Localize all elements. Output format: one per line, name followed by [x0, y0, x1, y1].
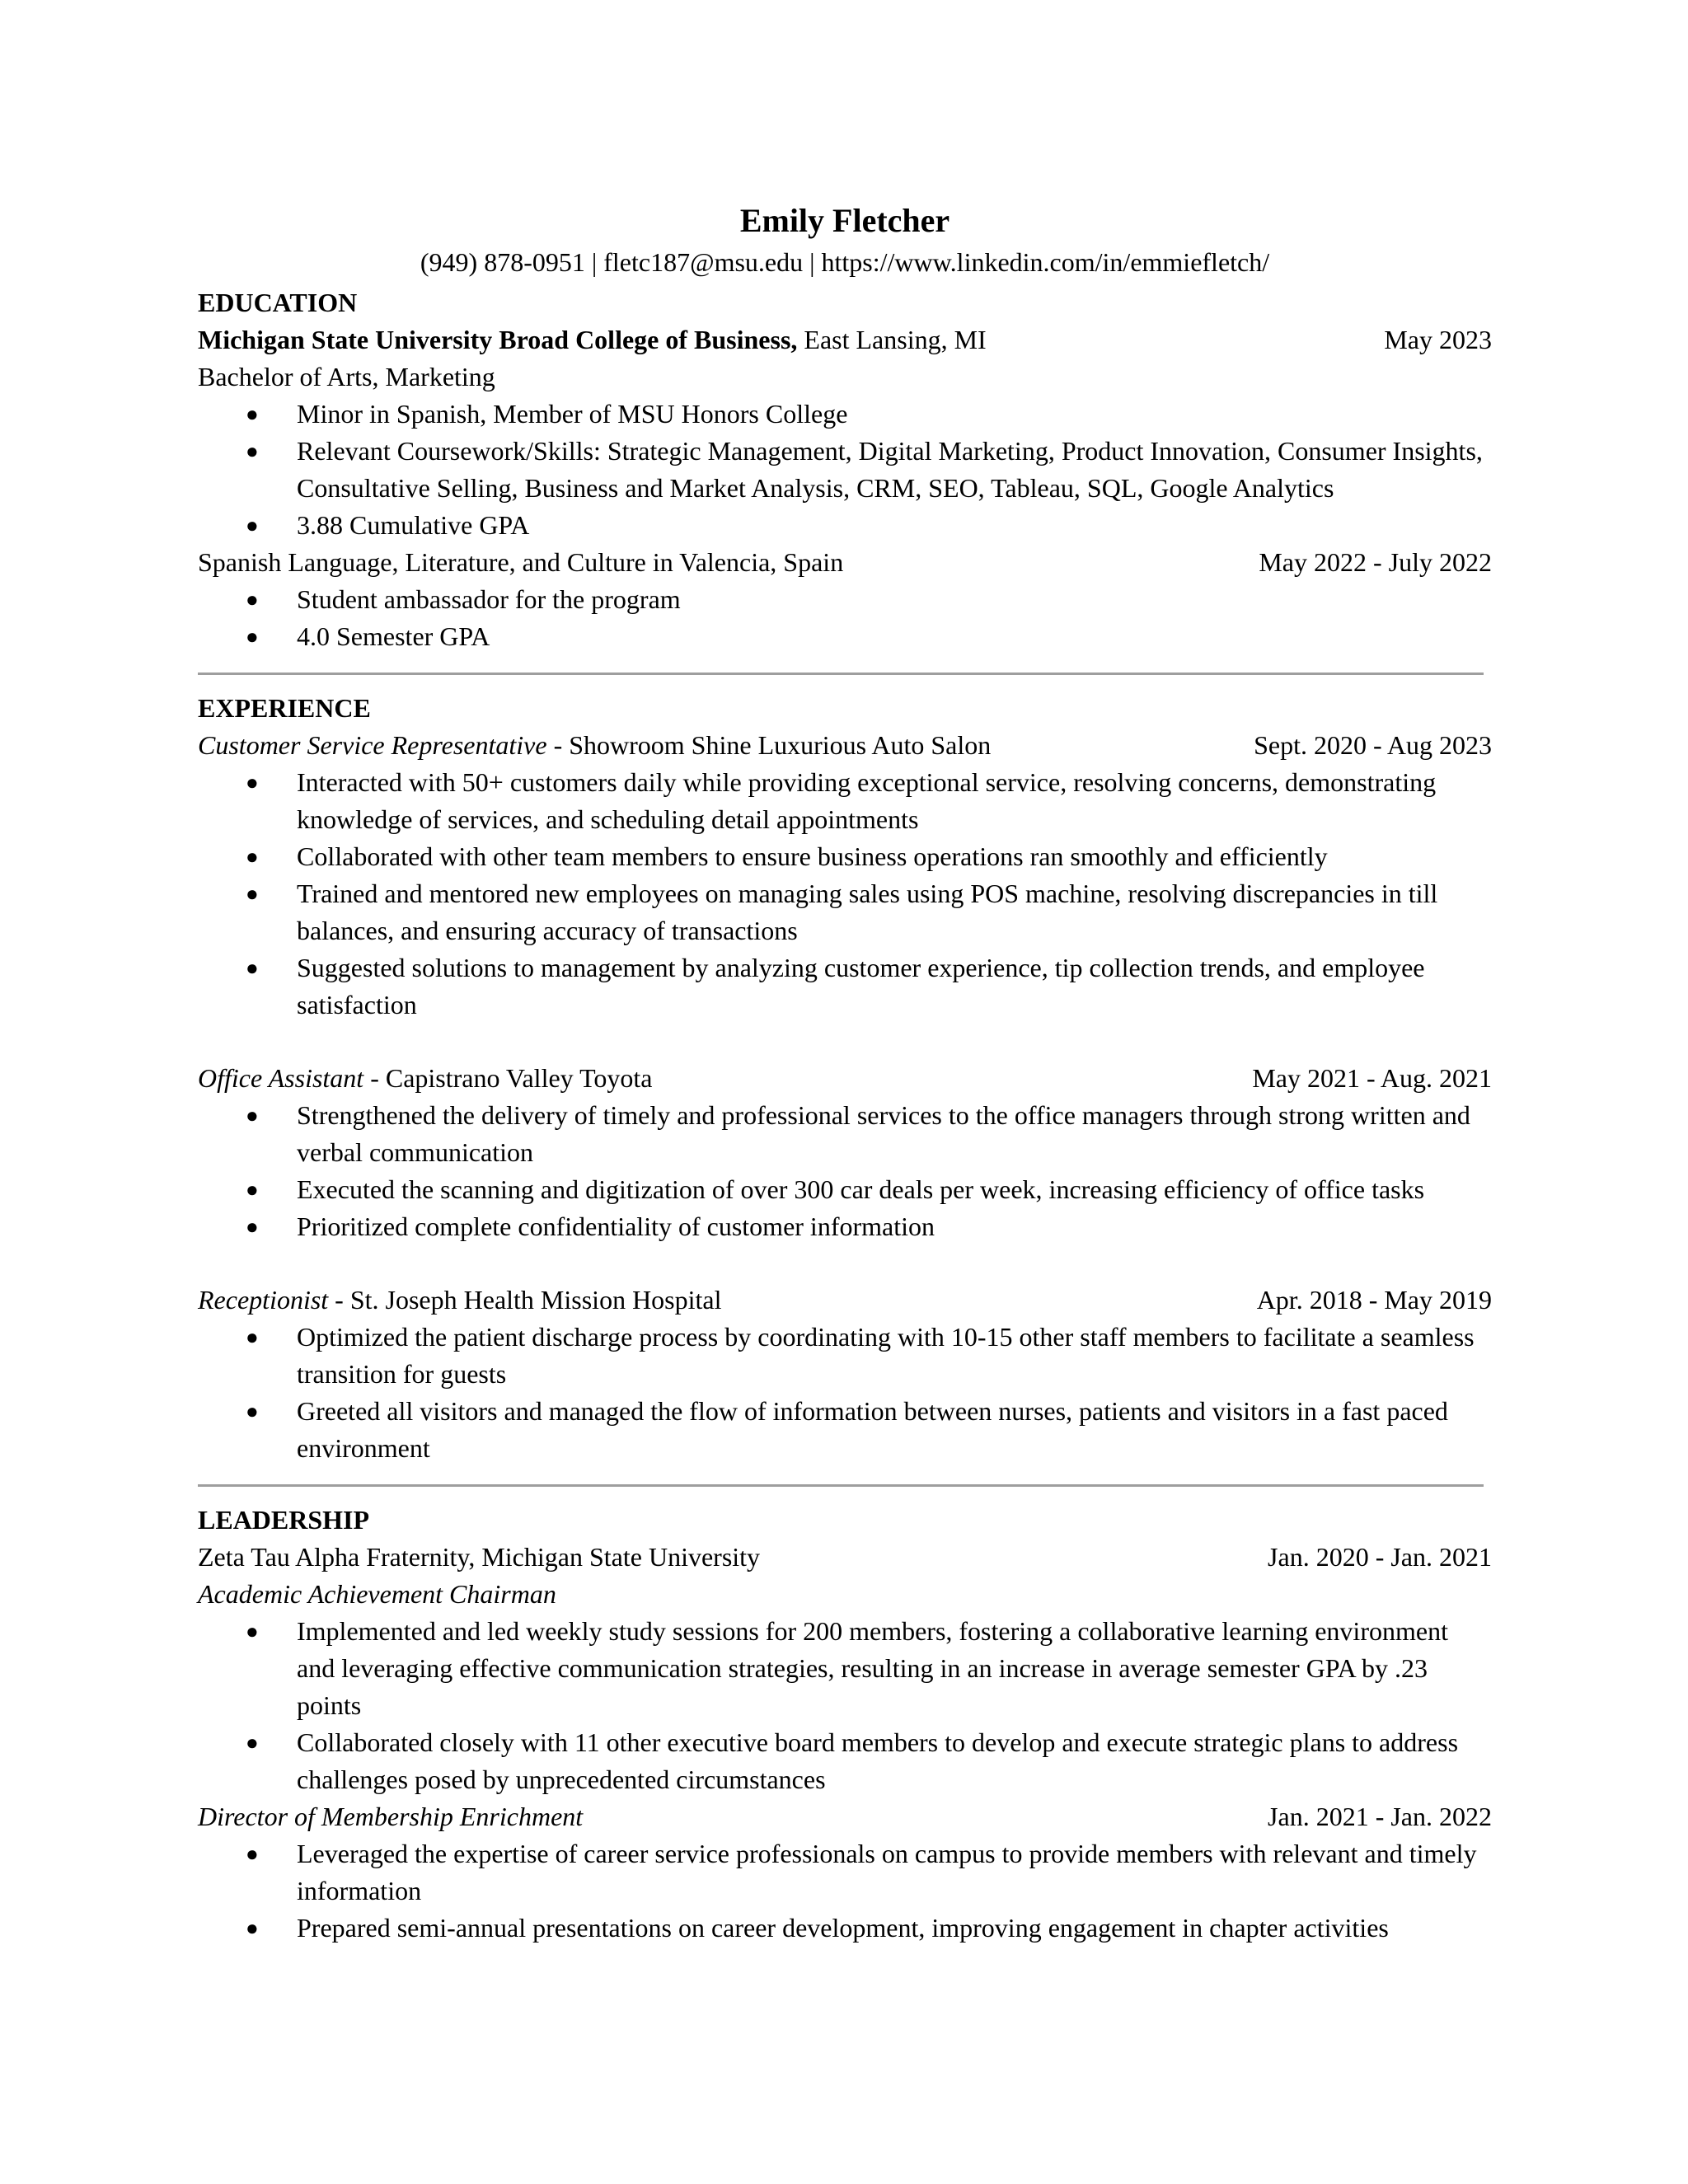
list-item: ● Implemented and led weekly study sessions for 200 members, fostering a collaborative learning environment and leveraging effective communication strategies, resulting in an increase in average semester GPA by .23 points: [198, 1613, 1492, 1724]
section-divider: [198, 673, 1484, 675]
list-item: ● Relevant Coursework/Skills: Strategic Management, Digital Marketing, Product Innovation, Consumer Insights, Consultative Selling, Business and Market Analysis, CRM, SEO, Tableau, SQL, Google Analytics: [198, 433, 1492, 507]
candidate-name: Emily Fletcher: [739, 202, 950, 239]
job-company: - Showroom Shine Luxurious Auto Salon: [546, 730, 992, 760]
bullet-icon: ●: [246, 402, 259, 426]
education-degree: Bachelor of Arts, Marketing: [198, 362, 495, 391]
bullet-icon: ●: [246, 956, 259, 980]
job-company: - Capistrano Valley Toyota: [363, 1063, 653, 1093]
bullet-icon: ●: [246, 513, 259, 537]
leadership-role-bullets: [198, 1835, 1492, 1947]
bullet-icon: ●: [246, 1916, 259, 1940]
job-bullets: [198, 764, 1492, 1024]
list-item: ● Suggested solutions to management by analyzing customer experience, tip collection trends, and employee satisfaction: [198, 949, 1492, 1024]
contact-line: (949) 878-0951 | fletc187@msu.edu | https://www.linkedin.com/in/emmiefletch/: [420, 247, 1270, 277]
list-item: ● Optimized the patient discharge process by coordinating with 10-15 other staff members to facilitate a seamless transition for guests: [198, 1319, 1492, 1393]
bullet-icon: ●: [246, 1215, 259, 1239]
bullet-icon: ●: [246, 1104, 259, 1127]
spacer: [198, 1024, 1492, 1060]
job-header-row: [198, 1282, 1492, 1319]
bullet-icon: ●: [246, 1842, 259, 1866]
spacer: [198, 1245, 1492, 1282]
bullet-icon: ●: [246, 439, 259, 463]
list-item: ● Leveraged the expertise of career service professionals on campus to provide members with relevant and timely information: [198, 1835, 1492, 1910]
bullet-icon: ●: [246, 1619, 259, 1643]
job-header-row: [198, 727, 1492, 764]
list-item: ● Collaborated closely with 11 other executive board members to develop and execute strategic plans to address challenges posed by unprecedented circumstances: [198, 1724, 1492, 1798]
study-abroad-date: May 2022 - July 2022: [1259, 547, 1492, 577]
leadership-role-title: Director of Membership Enrichment: [198, 1802, 584, 1831]
list-item: ● 4.0 Semester GPA: [198, 618, 1492, 655]
list-item: ● Student ambassador for the program: [198, 581, 1492, 618]
job-date: Sept. 2020 - Aug 2023: [1254, 730, 1492, 760]
study-abroad-bullets: [198, 581, 1492, 655]
list-item: ● Strengthened the delivery of timely and professional services to the office managers through strong written and verbal communication: [198, 1097, 1492, 1171]
education-location: East Lansing, MI: [797, 325, 987, 354]
leadership-role-row: [198, 1798, 1492, 1835]
education-date: May 2023: [1384, 325, 1492, 354]
list-item: ● Interacted with 50+ customers daily while providing exceptional service, resolving concerns, demonstrating knowledge of services, and scheduling detail appointments: [198, 764, 1492, 838]
bullet-icon: ●: [246, 882, 259, 906]
bullet-icon: ●: [246, 1399, 259, 1423]
leadership-org-date: Jan. 2020 - Jan. 2021: [1268, 1542, 1492, 1572]
job-title: Office Assistant: [198, 1063, 364, 1093]
education-school-line: [198, 321, 987, 359]
list-item: ● Prioritized complete confidentiality of customer information: [198, 1208, 1492, 1245]
list-item: ● Minor in Spanish, Member of MSU Honors College: [198, 396, 1492, 433]
bullet-icon: ●: [246, 1178, 259, 1202]
bullet-icon: ●: [246, 625, 259, 649]
bullet-icon: ●: [246, 1325, 259, 1349]
job-title: Receptionist: [198, 1285, 329, 1315]
job-company: - St. Joseph Health Mission Hospital: [328, 1285, 722, 1315]
leadership-role-date: Jan. 2021 - Jan. 2022: [1268, 1802, 1492, 1831]
list-item: ● Collaborated with other team members to ensure business operations ran smoothly and efficiently: [198, 838, 1492, 875]
education-school-row: [198, 321, 1492, 359]
experience-heading: EXPERIENCE: [198, 693, 371, 723]
leadership-org: Zeta Tau Alpha Fraternity, Michigan State University: [198, 1542, 761, 1572]
job-bullets: [198, 1097, 1492, 1245]
job-date: May 2021 - Aug. 2021: [1252, 1063, 1492, 1093]
bullet-icon: ●: [246, 588, 259, 612]
leadership-role-title: Academic Achievement Chairman: [198, 1579, 556, 1609]
job-date: Apr. 2018 - May 2019: [1256, 1285, 1492, 1315]
bullet-icon: ●: [246, 845, 259, 869]
study-abroad-program: Spanish Language, Literature, and Culture in Valencia, Spain: [198, 547, 844, 577]
bullet-icon: ●: [246, 771, 259, 794]
resume-content: [198, 199, 1492, 1947]
list-item: ● 3.88 Cumulative GPA: [198, 507, 1492, 544]
education-bullets: [198, 396, 1492, 544]
job-bullets: [198, 1319, 1492, 1467]
leadership-org-row: [198, 1539, 1492, 1576]
leadership-heading: LEADERSHIP: [198, 1505, 370, 1535]
study-abroad-row: [198, 544, 1492, 581]
list-item: ● Executed the scanning and digitization of over 300 car deals per week, increasing efficiency of office tasks: [198, 1171, 1492, 1208]
list-item: ● Prepared semi-annual presentations on career development, improving engagement in chapter activities: [198, 1910, 1492, 1947]
job-title: Customer Service Representative: [198, 730, 547, 760]
job-header-row: [198, 1060, 1492, 1097]
section-divider: [198, 1484, 1484, 1487]
list-item: ● Trained and mentored new employees on managing sales using POS machine, resolving discrepancies in till balances, and ensuring accuracy of transactions: [198, 875, 1492, 949]
bullet-icon: ●: [246, 1731, 259, 1755]
education-heading: EDUCATION: [198, 288, 358, 317]
leadership-role-bullets: [198, 1613, 1492, 1798]
list-item: ● Greeted all visitors and managed the flow of information between nurses, patients and visitors in a fast paced environment: [198, 1393, 1492, 1467]
education-school: Michigan State University Broad College of Business,: [198, 325, 798, 354]
